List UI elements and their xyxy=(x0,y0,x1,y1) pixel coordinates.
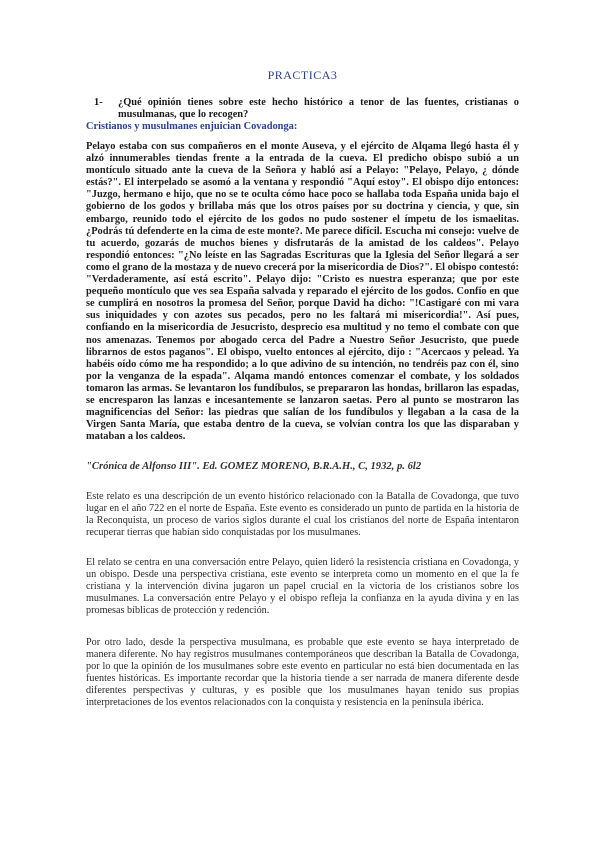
answer-paragraph: Por otro lado, desde la perspectiva musulmana, es probable que este evento se haya interpretado de manera diferente. No hay registros musulmanes contemporáneos que describan la Batalla de Covadonga, por lo que la opinión de los musulmanes sobre este evento en particular no está bien documentada en las fuentes históricas. Es importante recordar que la historia tiende a ser narrada de manera diferente desde diferentes perspectivas y culturas, y es posible que los musulmanes hayan tenido sus propias interpretaciones de los eventos relacionados con la conquista y resistencia en la península ibérica. xyxy=(86,637,519,709)
section-subtitle: Cristianos y musulmanes enjuician Covadonga: xyxy=(86,121,298,132)
source-citation: "Crónica de Alfonso III". Ed. GOMEZ MORENO, B.R.A.H., C, 1932, p. 6l2 xyxy=(86,461,422,472)
chronicle-excerpt: Pelayo estaba con sus compañeros en el monte Auseva, y el ejército de Alqama llegó hasta él y alzó innumerables tiendas frente a la entrada de la cueva. El predicho obispo subió a un montículo situado ante la cueva de la Señora y habló así a Pelayo: "Pelayo, Pelayo, ¿ dónde estás?". El interpelado se asomó a la ventana y respondió "Aquí estoy". El obispo dijo entonces: "Juzgo, hermano e hijo, que no se te oculta cómo hace poco se hallaba toda España unida bajo el gobierno de los godos y brillaba más que los otros países por su doctrina y ciencia, y que, sin embargo, reunido todo el ejército de los godos no pudo sostener el ímpetu de los ismaelitas. ¿Podrás tú defenderte en la cima de este monte?. Me parece difícil. Escucha mi consejo: vuelve de tu acuerdo, gozarás de muchos bienes y disfrutarás de la amistad de los caldeos". Pelayo respondió entonces: "¿No leíste en las Sagradas Escrituras que la Iglesia del Señor llegará a ser como el grano de la mostaza y de nuevo crecerá por la misericordia de Dios?". El obispo contestó: "Verdaderamente, así está escrito". Pelayo dijo: "Cristo es nuestra esperanza; que por este pequeño montículo que ves sea España salvada y reparado el ejército de los godos. Confío en que se cumplirá en nosotros la promesa del Señor, porque David ha dicho: "!Castigaré con mi vara sus iniquidades y con azotes sus pecados, pero no les faltará mi misericordia!". Así pues, confiando en la misericordia de Jesucristo, desprecio esa multitud y no temo el combate con que nos amenazas. Tenemos por abogado cerca del Padre a Nuestro Señor Jesucristo, que puede librarnos de estos paganos". El obispo, vuelto entonces al ejército, dijo : "Acercaos y pelead. Ya habéis oído cómo me ha respondido; a lo que adivino de su intención, no tendréis paz con él, sino por la venganza de la espada". Alqama mandó entonces comenzar el combate, y los soldados tomaron las armas. Se levantaron los fundíbulos, se prepararon las hondas, brillaron las espadas, se encresparon las lanzas e incesantemente se lanzaron saetas. Pero al punto se mostraron las magnificencias del Señor: las piedras que salían de los fundíbulos y llegaban a la casa de la Virgen Santa María, que estaba dentro de la cueva, se volvían contra los que las disparaban y mataban a los caldeos. xyxy=(86,141,519,443)
answer-paragraph: Este relato es una descripción de un evento histórico relacionado con la Batalla de Covadonga, que tuvo lugar en el año 722 en el norte de España. Este evento es considerado un punto de partida en la historia de la Reconquista, un proceso de varios siglos durante el cual los cristianos del norte de España intentaron recuperar tierras que habían sido conquistadas por los musulmanes. xyxy=(86,491,519,539)
page-title: PRACTICA3 xyxy=(267,68,338,82)
question-number: 1- xyxy=(94,97,103,108)
answer-paragraph: El relato se centra en una conversación entre Pelayo, quien lideró la resistencia cristiana en Covadonga, y un obispo. Desde una perspectiva cristiana, este evento se interpreta como un momento en el que la fe cristiana y la intervención divina jugaron un papel crucial en la victoria de los cristianos sobre los musulmanes. La conversación entre Pelayo y el obispo refleja la confianza en la ayuda divina y en las promesas bíblicas de protección y redención. xyxy=(86,557,519,617)
question-text: ¿Qué opinión tienes sobre este hecho histórico a tenor de las fuentes, cristianas o musulmanas, que lo recogen? xyxy=(118,97,519,120)
question xyxy=(86,97,519,121)
